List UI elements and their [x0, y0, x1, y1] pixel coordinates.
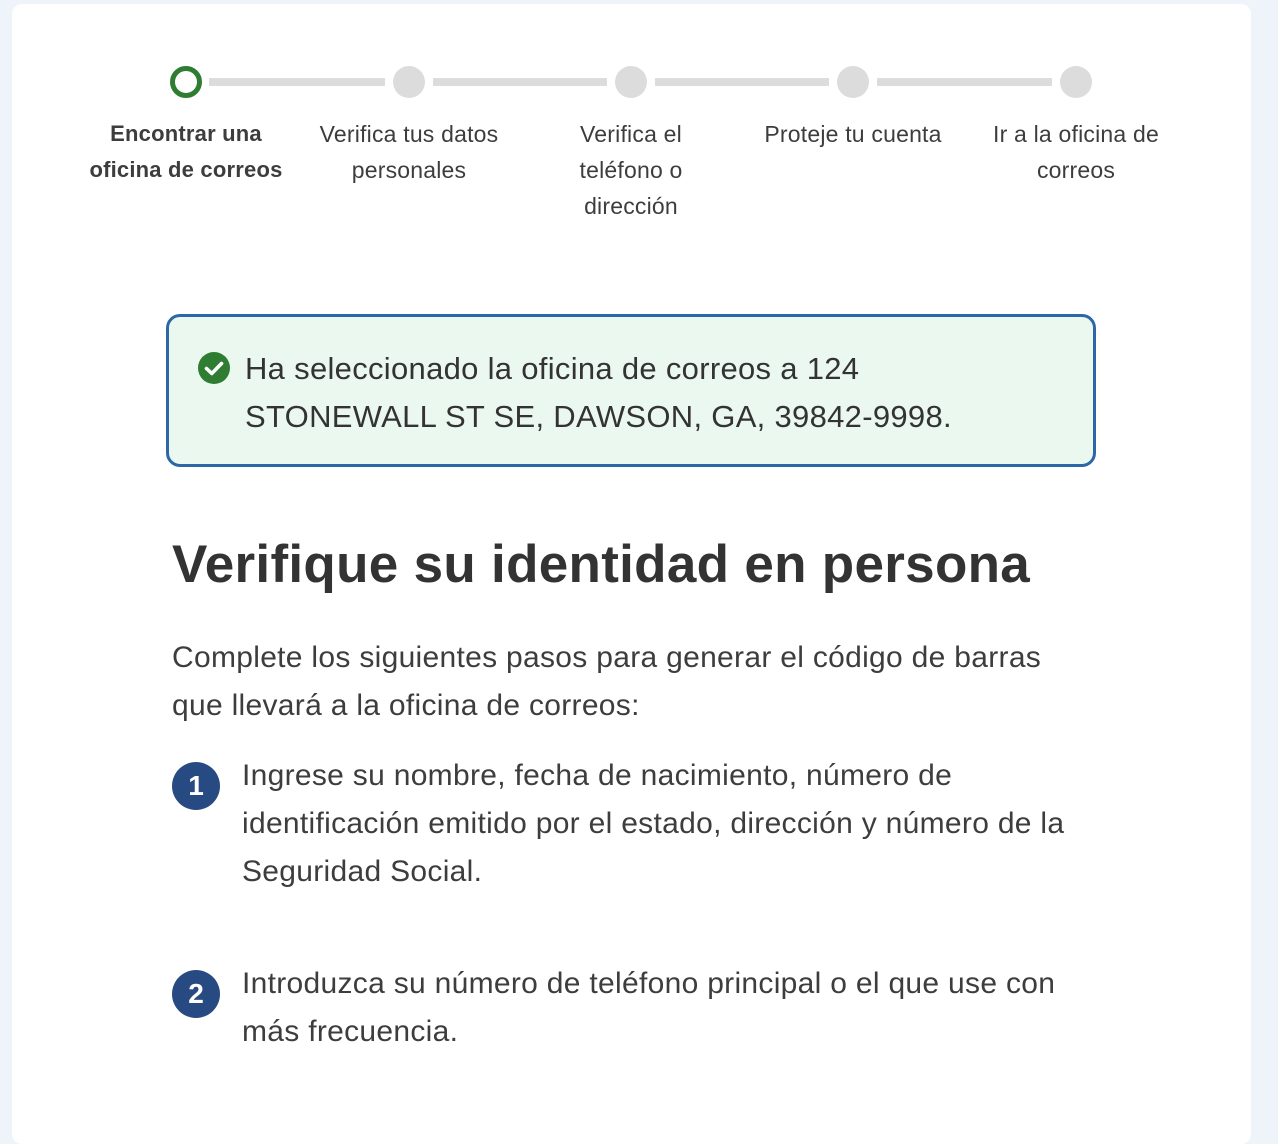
step-description: Ingrese su nombre, fecha de nacimiento, número de identificación emitido por el estado, dirección y número de la Seguridad Social. — [242, 759, 1065, 888]
step-marker — [615, 66, 647, 98]
step-label-verify-personal-data: Verifica tus datos personales — [319, 121, 499, 183]
intro-text: Complete los siguientes pasos para generar el código de barras que llevará a la oficina de correos: — [172, 641, 1042, 722]
step-label-find-post-office: Encontrar una oficina de correos — [89, 121, 283, 182]
step-connector — [433, 78, 607, 86]
step-connector — [655, 78, 829, 86]
success-alert — [166, 314, 1096, 467]
step-number-badge: 1 — [172, 762, 220, 810]
step-description: Introduzca su número de teléfono principal o el que use con más frecuencia. — [242, 967, 1056, 1048]
step-connector — [877, 78, 1052, 86]
step-connector — [209, 78, 385, 86]
page-title: Verifique su identidad en persona — [172, 535, 1031, 594]
step-label-protect-account: Proteje tu cuenta — [764, 121, 942, 147]
step-label-verify-phone-address: Verifica el teléfono o dirección — [579, 121, 683, 219]
alert-message: Ha seleccionado la oficina de correos a 124 STONEWALL ST SE, DAWSON, GA, 39842-9998. — [245, 351, 952, 434]
step-marker-current — [170, 66, 202, 98]
step-label-go-to-post-office: Ir a la oficina de correos — [993, 121, 1159, 183]
check-circle-icon — [198, 352, 230, 384]
step-marker — [1060, 66, 1092, 98]
step-marker — [393, 66, 425, 98]
step-number-badge: 2 — [172, 970, 220, 1018]
step-marker — [837, 66, 869, 98]
